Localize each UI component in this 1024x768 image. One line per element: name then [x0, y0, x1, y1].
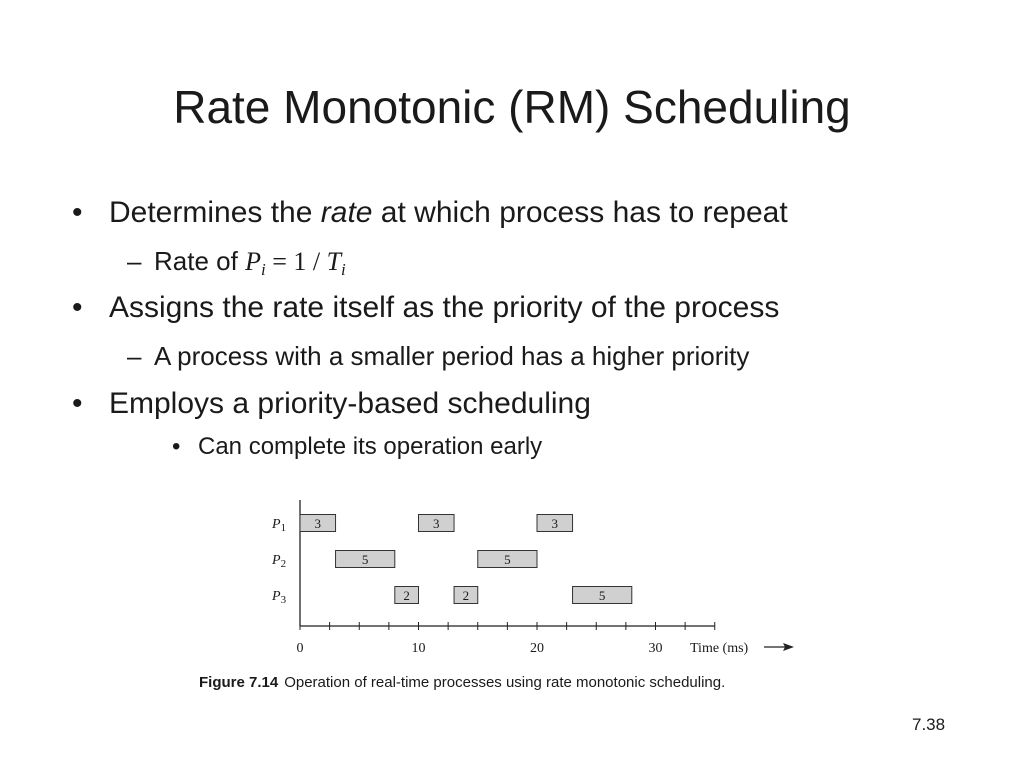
page-number: 7.38 [912, 715, 946, 734]
x-tick-label: 0 [296, 641, 304, 656]
figure-caption-text: Operation of real-time processes using rate monotonic scheduling. [284, 674, 726, 691]
execution-bar-label: 5 [504, 552, 511, 567]
sub-bullet-early [172, 433, 542, 461]
rate-formula: $P_i = 1 / T_i$ [245, 247, 346, 279]
execution-bar-label: 2 [462, 588, 470, 603]
bullet-text: at which process has to repeat [372, 196, 788, 229]
sub-bullet-period [127, 341, 749, 372]
bullet-text: Determines the [109, 196, 321, 229]
figure-label: Figure 7.14 [199, 674, 279, 691]
figure-caption [199, 674, 725, 691]
execution-bar-label: 3 [433, 516, 440, 531]
bullet-scheduling [72, 387, 591, 421]
dash-marker: – [127, 341, 142, 371]
bullet-text: A process with a smaller period has a higher priority [154, 341, 750, 371]
slide-title: Rate Monotonic (RM) Scheduling [173, 81, 851, 133]
bullet-marker: • [72, 291, 83, 324]
bullet-text: Assigns the rate itself as the priority of the process [109, 291, 780, 324]
bullet-text: Employs a priority-based scheduling [109, 387, 591, 420]
bullet-marker: • [172, 433, 181, 460]
execution-bar-label: 3 [551, 516, 559, 531]
x-tick-label: 30 [648, 641, 663, 656]
process-label: $P_1$ [272, 517, 287, 534]
execution-bar-label: 5 [361, 552, 369, 567]
x-tick-label: 10 [411, 641, 426, 656]
rm-schedule-chart [230, 492, 810, 672]
execution-bar-label: 5 [598, 588, 606, 603]
bullet-marker: • [72, 387, 83, 420]
bullet-text: Rate of [154, 246, 246, 276]
bullet-rate [72, 196, 788, 230]
bullet-emphasis: rate [320, 196, 373, 229]
x-tick-label: 20 [530, 641, 544, 656]
x-axis-label: Time (ms) [690, 641, 749, 656]
process-label: $P_3$ [272, 589, 287, 606]
bullet-text: Can complete its operation early [198, 433, 543, 460]
process-label: $P_2$ [272, 553, 287, 570]
sub-bullet-rate-formula [127, 246, 346, 277]
dash-marker: – [127, 246, 142, 276]
execution-bar-label: 2 [403, 588, 410, 603]
bullet-priority [72, 291, 779, 325]
bullet-marker: • [72, 196, 83, 229]
execution-bar-label: 3 [314, 516, 322, 531]
